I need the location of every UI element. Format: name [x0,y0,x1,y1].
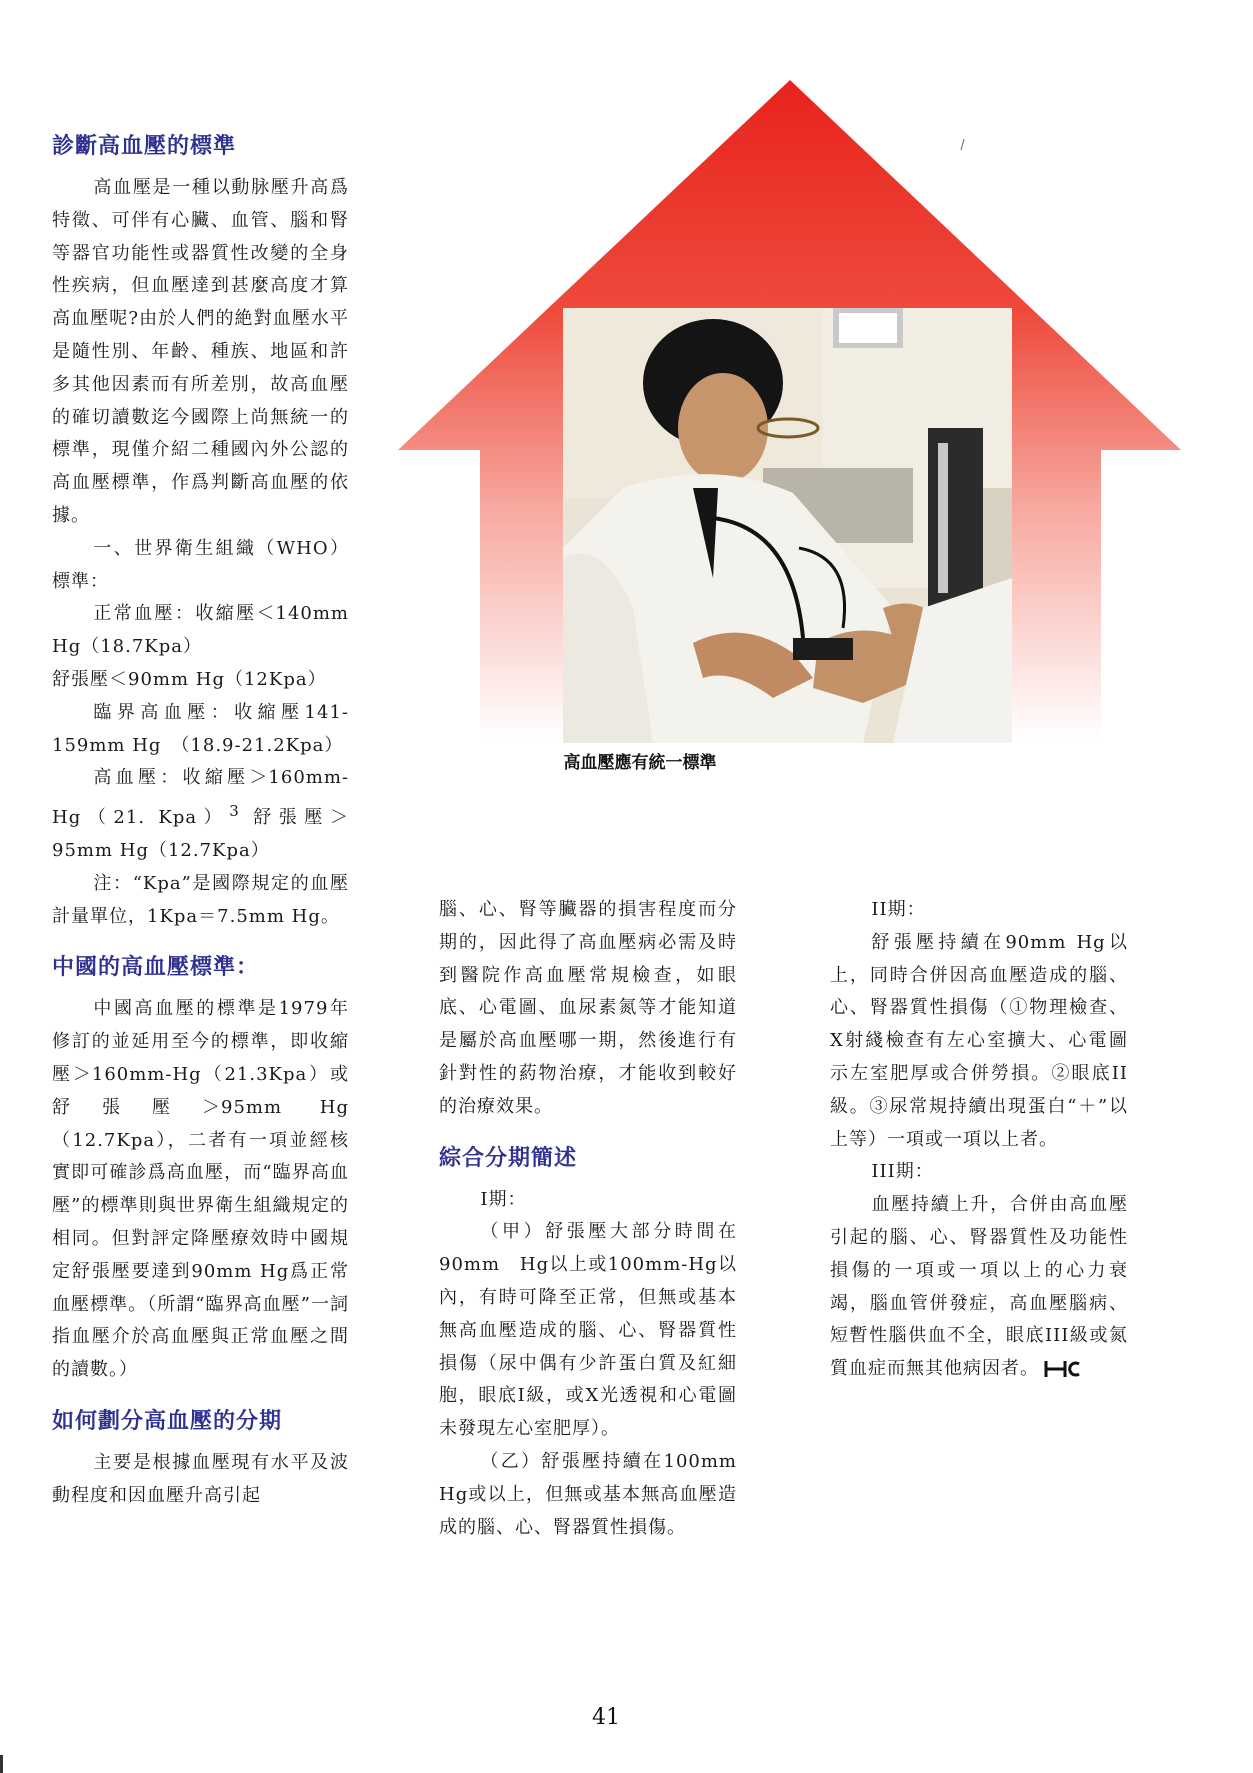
page-number: 41 [592,1705,620,1730]
hc-logo-icon [1043,1359,1083,1379]
paragraph-who-standard: 一、世界衛生組織（WHO）標準： [52,537,349,592]
hypertension-text-a: 高血壓：收縮壓＞160mm-Hg（21. Kpa） [52,767,349,829]
stage-1-label: I期： [480,1188,527,1210]
paragraph-intro: 高血壓是一種以動脉壓升高爲特徵、可伴有心臟、血管、腦和腎等器官功能性或器質性改變的全身性疾病，但血壓達到甚麼高度才算高血壓呢?由於人們的絶對血壓水平是隨性別、年齡、種族、地區和許多其他因素而有所差別，故高血壓的確切讀數迄今國際上尚無統一的標準，現僅介紹二種國內外公認的高血壓標準，作爲判斷高血壓的依據。 [52,177,349,526]
paragraph-staging-intro: 主要是根據血壓現有水平及波動程度和因血壓升高引起 [52,1451,349,1506]
heading-china-standard: 中國的高血壓標準： [52,955,260,981]
stage-1-b: （乙）舒張壓持續在100mm Hg或以上，但無或基本無高血壓造成的腦、心、腎器質性損傷。 [439,1450,756,1538]
speck-mark [958,138,968,152]
stage-3-label: III期： [871,1161,934,1183]
paragraph-kpa-note: 注：“Kpa”是國際規定的血壓計量單位，1Kpa＝7.5mm Hg。 [52,872,349,927]
column-left [52,130,349,1512]
photo-caption: 高血壓應有統一標準 [563,753,717,773]
doctor-photo [563,308,1012,743]
edge-mark [0,1755,3,1773]
stage-3-body: 血壓持續上升，合併由高血壓引起的腦、心、腎器質性及功能性損傷的一項或一項以上的心力衰竭，腦血管併發症，高血壓腦病、短暫性腦供血不全，眼底III級或氮質血症而無其他病因者。 [830,1194,1128,1380]
paragraph-staging-continued: 腦、心、腎等臟器的損害程度而分期的，因此得了高血壓病必需及時到醫院作高血壓常規檢查，如眼底、心電圖、血尿素氮等才能知道是屬於高血壓哪一期，然後進行有針對性的葯物治療，才能收到較好的治療效果。 [439,899,737,1117]
heading-diagnosis-standard: 診斷高血壓的標準 [52,134,237,159]
heading-staging: 如何劃分高血壓的分期 [52,1408,283,1434]
stage-2-label: II期： [871,899,926,920]
stage-2-text: 舒張壓持續在90mm Hg以上，同時合併因高血壓造成的腦、心、腎器質性損傷（①物理檢查、X射綫檢查有左心室擴大、心電圖示左室肥厚或合併勞損。②眼底II級。③尿常規持續出現蛋白“＋”以上等）一項或一項以上者。 [830,931,1128,1150]
hypertension-text-b: 舒張壓＞95mm Hg（12.7Kpa） [52,807,349,861]
paragraph-china-standard: 中國高血壓的標準是1979年修訂的並延用至今的標準，即收縮壓＞160mm-Hg（21.3Kpa）或舒張壓＞95mm Hg（12.7Kpa），二者有一項並經核實即可確診爲高血壓，而“臨界高血壓”的標準則與世界衛生組織規定的相同。但對評定降壓療效時中國規定舒張壓要達到90mm Hg爲正常血壓標準。（所謂“臨界高血壓”一詞指血壓介於高血壓與正常血壓之間的讀數。） [52,998,349,1381]
column-right [830,894,1128,1386]
column-middle [439,894,756,1544]
paragraph-normal-bp: 正常血壓：收縮壓＜140mm Hg（18.7Kpa） [52,603,349,658]
superscript-3: 3 [229,802,240,821]
paragraph-borderline: 臨界高血壓：收縮壓141-159mm Hg （18.9-21.2Kpa） [52,701,349,756]
stage-3-text [830,1189,1128,1386]
paragraph-diastolic: 舒張壓＜90mm Hg（12Kpa） [52,668,327,690]
stage-1-a: （甲）舒張壓大部分時間在90mm Hg以上或100mm-Hg以內，有時可降至正常，但無或基本無高血壓造成的腦、心、腎器質性損傷（尿中偶有少許蛋白質及紅細胞，眼底I級，或X光透視和心電圖未發現左心室肥厚）。 [439,1221,737,1440]
heading-staging-summary: 綜合分期簡述 [439,1145,578,1171]
paragraph-hypertension [52,762,349,867]
